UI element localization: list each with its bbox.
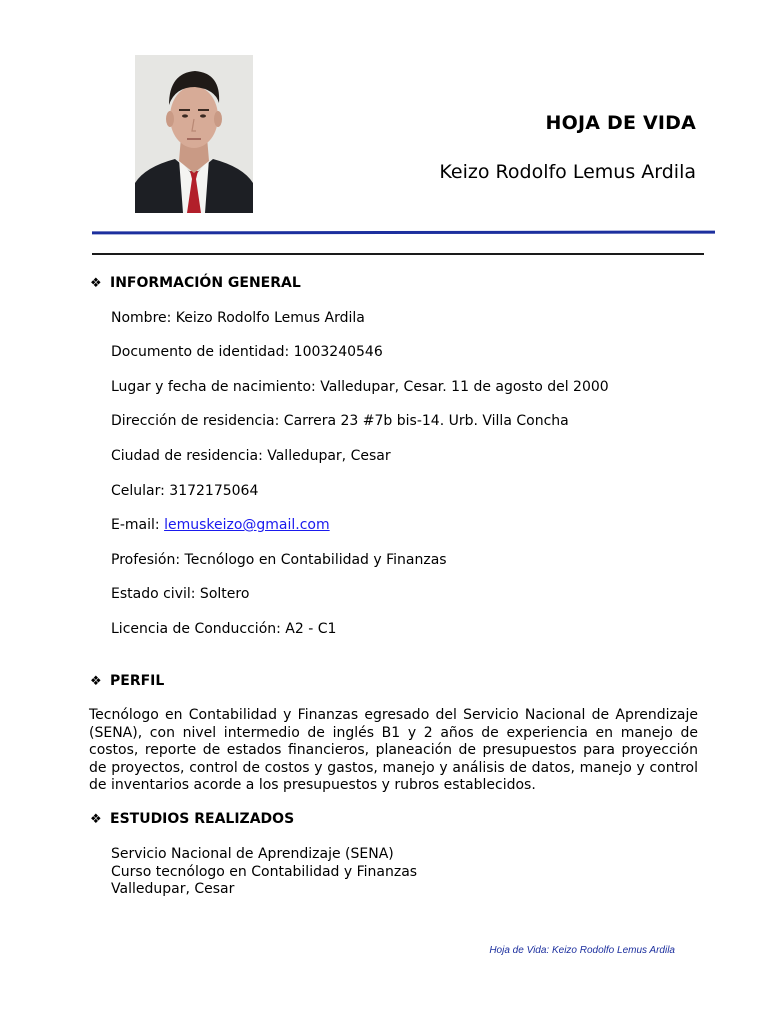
study-institution: Servicio Nacional de Aprendizaje (SENA)	[111, 846, 394, 862]
profile-photo	[135, 55, 253, 213]
field-direccion: Dirección de residencia: Carrera 23 #7b bis-14. Urb. Villa Concha	[111, 413, 569, 429]
field-licencia: Licencia de Conducción: A2 - C1	[111, 621, 337, 637]
section-heading-estudios	[90, 811, 294, 827]
section-heading-general	[90, 275, 301, 291]
field-email	[111, 517, 330, 533]
field-nacimiento: Lugar y fecha de nacimiento: Valledupar, Cesar. 11 de agosto del 2000	[111, 379, 609, 395]
header-divider-black	[92, 253, 704, 255]
document-title: HOJA DE VIDA	[545, 112, 696, 134]
field-ciudad: Ciudad de residencia: Valledupar, Cesar	[111, 448, 391, 464]
field-documento: Documento de identidad: 1003240546	[111, 344, 383, 360]
studies-block	[111, 846, 417, 899]
section-title: INFORMACIÓN GENERAL	[110, 275, 301, 291]
section-title: PERFIL	[110, 673, 165, 689]
page-footer: Hoja de Vida: Keizo Rodolfo Lemus Ardila	[489, 945, 675, 956]
bullet-icon: ❖	[90, 812, 102, 827]
email-link[interactable]: lemuskeizo@gmail.com	[164, 517, 330, 533]
field-profesion: Profesión: Tecnólogo en Contabilidad y Finanzas	[111, 552, 447, 568]
section-title: ESTUDIOS REALIZADOS	[110, 811, 295, 827]
profile-paragraph: Tecnólogo en Contabilidad y Finanzas egresado del Servicio Nacional de Aprendizaje (SENA), con nivel intermedio de inglés B1 y 2 años de experiencia en manejo de costos, reporte de estados financieros, planeación de presupuestos para proyección de proyectos, control de costos y gastos, manejo y análisis de datos, manejo y control de inventarios acorde a los presupuestos y rubros establecidos.	[89, 707, 698, 793]
email-label: E-mail:	[111, 517, 165, 533]
bullet-icon: ❖	[90, 276, 102, 291]
study-program: Curso tecnólogo en Contabilidad y Finanzas	[111, 863, 418, 880]
field-estado-civil: Estado civil: Soltero	[111, 586, 250, 602]
person-photo-icon	[135, 55, 253, 213]
header-divider-blue	[92, 231, 715, 235]
field-celular: Celular: 3172175064	[111, 483, 259, 499]
bullet-icon: ❖	[90, 674, 102, 689]
study-location: Valledupar, Cesar	[111, 881, 235, 897]
section-heading-perfil	[90, 673, 164, 689]
field-nombre: Nombre: Keizo Rodolfo Lemus Ardila	[111, 310, 365, 326]
candidate-name: Keizo Rodolfo Lemus Ardila	[439, 161, 696, 183]
